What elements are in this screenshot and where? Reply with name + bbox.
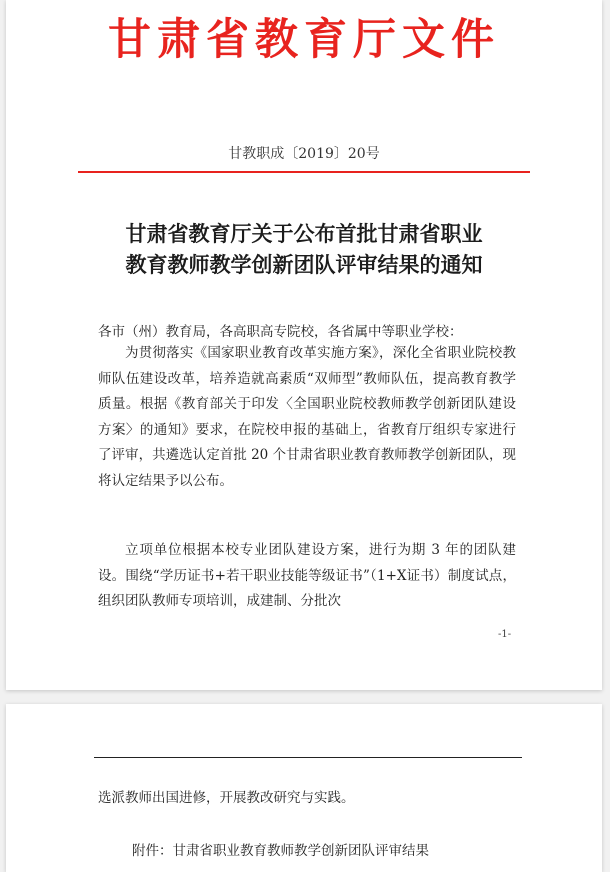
body-paragraph-2: 立项单位根据本校专业团队建设方案，进行为期 3 年的团队建设。围绕“学历证书+若干职业技能等级证书”（1+X证书）制度试点，组织团队教师专项培训，成建制、分批次 bbox=[98, 542, 516, 609]
black-divider bbox=[94, 757, 522, 758]
continuation-paragraph: 选派教师出国进修，开展教改研究与实践。 bbox=[98, 790, 355, 806]
page-number: -1- bbox=[498, 629, 512, 640]
body-paragraph-1: 为贯彻落实《国家职业教育改革实施方案》，深化全省职业院校教师队伍建设改革，培养造就高素质“双师型”教师队伍，提高教育教学质量。根据《教育部关于印发〈全国职业院校教师教学创新团队建设方案〉的通知》要求，在院校申报的基础上，省教育厅组织专家进行了评审，共遴选认定首批 20 个甘肃省职业教育教师教学创新团队，现将认定结果予以公布。 bbox=[98, 345, 516, 489]
notice-title bbox=[46, 218, 562, 280]
document-number: 甘教职成〔2019〕20号 bbox=[228, 146, 380, 162]
document-page-1 bbox=[6, 0, 602, 690]
addressee: 各市（州）教育局，各高职高专院校，各省属中等职业学校： bbox=[98, 324, 463, 340]
notice-title-line-2: 教育教师教学创新团队评审结果的通知 bbox=[125, 252, 483, 277]
red-divider bbox=[78, 171, 530, 173]
document-header-title: 甘肃省教育厅文件 bbox=[108, 15, 500, 65]
attachment-line: 附件：甘肃省职业教育教师教学创新团队评审结果 bbox=[132, 843, 429, 859]
document-page-2 bbox=[6, 704, 602, 872]
notice-title-line-1: 甘肃省教育厅关于公布首批甘肃省职业 bbox=[125, 221, 483, 246]
